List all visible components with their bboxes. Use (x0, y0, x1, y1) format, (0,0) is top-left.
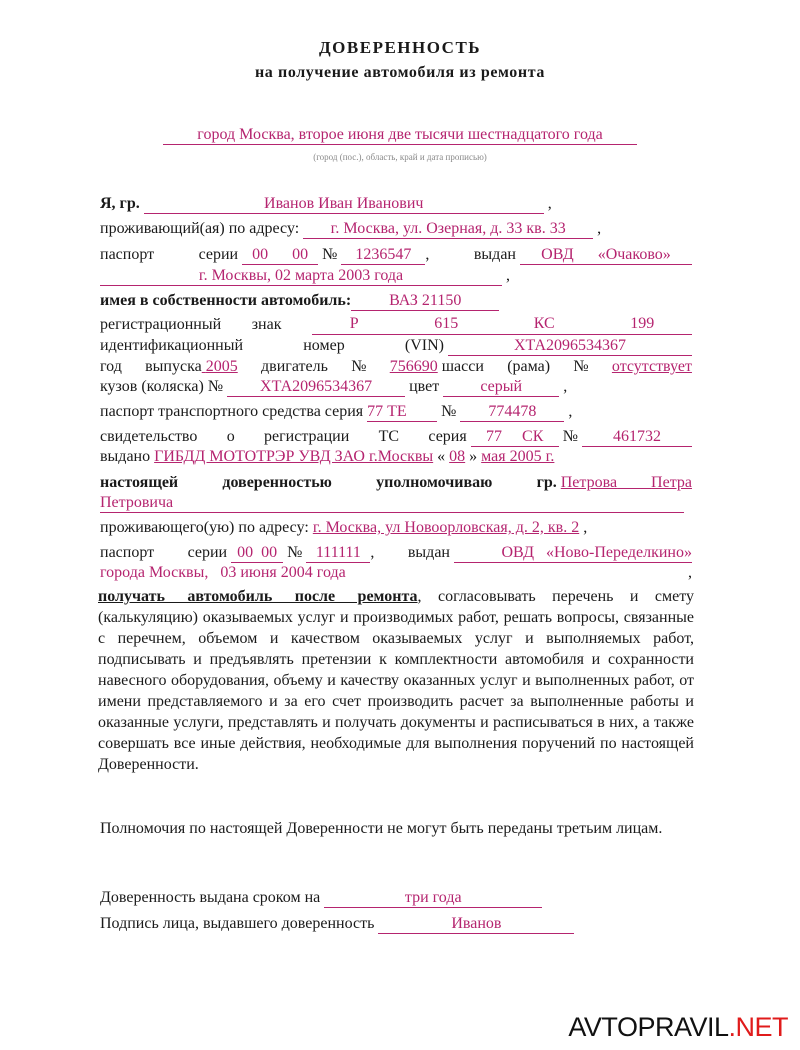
vehicle-color-field: серый (443, 378, 559, 397)
color-label: цвет (409, 378, 440, 395)
chassis-label-2: (рама) (507, 358, 551, 375)
agent-name-field-1: Петрова Петра (560, 474, 692, 491)
term-label: Доверенность выдана сроком на (100, 889, 321, 906)
place-date-hint: (город (пос.), область, край и дата прописью) (313, 152, 487, 162)
vehicle-year-field: 2005 (205, 358, 238, 375)
vehicle-body-field: ХТА2096534367 (227, 378, 405, 397)
comma: , (583, 519, 588, 536)
vehicle-reg-line (100, 315, 692, 335)
year-label: год (100, 358, 122, 375)
issued-label: выдан (473, 246, 516, 263)
agent-issued-date-field: города Москвы, 03 июня 2004 года (100, 564, 346, 581)
no-transfer-paragraph: Полномочия по настоящей Доверенности не могут быть переданы третьим лицам. (100, 820, 663, 837)
vehicle-model-field: ВАЗ 21150 (351, 292, 499, 311)
vehicle-year-line (100, 357, 692, 377)
document-title: ДОВЕРЕННОСТЬ (318, 38, 482, 57)
vehicle-cert-issued-line (100, 447, 692, 467)
powers-paragraph (98, 586, 694, 775)
principal-address-field: г. Москва, ул. Озерная, д. 33 кв. 33 (303, 220, 593, 239)
watermark-logo (568, 1012, 788, 1043)
quote-close: » (469, 448, 478, 465)
signature-field: Иванов (378, 915, 574, 934)
agent-passport-number-field: 111111 (306, 544, 370, 563)
agent-issued-line-2 (100, 563, 692, 583)
agent-series-label: серии (187, 544, 228, 561)
agent-label-line (100, 473, 692, 493)
cert-no-label: № (562, 428, 578, 445)
pts-no-label: № (441, 403, 457, 420)
agent-label-3: уполномочиваю (376, 474, 493, 491)
agent-series-field: 00 00 (231, 544, 283, 563)
vehicle-body-line (100, 377, 692, 397)
term-field: три года (324, 889, 542, 908)
body-label: кузов (коляска) № (100, 378, 224, 395)
agent-address-line (100, 518, 692, 538)
vehicle-cert-issued-by-field: ГИБДД МОТОТРЭР УВД ЗАО г.Москвы (154, 448, 434, 465)
cert-issued-label: выдано (100, 448, 151, 465)
watermark-brand: AVTOPRAVIL (568, 1012, 729, 1042)
agent-name-line-2 (100, 493, 692, 513)
vehicle-pts-line (100, 402, 692, 422)
vehicle-engine-field: 756690 (389, 358, 438, 375)
chassis-label: шасси (441, 358, 484, 375)
watermark-tld: .NET (728, 1012, 788, 1042)
vehicle-cert-month-year-field: мая 2005 г. (481, 448, 555, 465)
reg-label-2: знак (251, 316, 282, 333)
agent-passport-line: паспорт серии 00 00 № 111111 , выдан ОВД «Ново-Переделкино» (100, 544, 692, 561)
principal-name-field: Иванов Иван Иванович (144, 195, 544, 214)
vehicle-vin-field: ХТА2096534367 (448, 337, 692, 356)
signature-label: Подпись лица, выдавшего доверенность (100, 915, 375, 932)
comma: , (547, 195, 552, 212)
comma: , (506, 267, 510, 284)
place-date-field: город Москва, второе июня две тысячи шестнадцатого года (163, 126, 637, 145)
principal-issued-line-2 (100, 266, 692, 286)
number-label: № (322, 246, 338, 263)
place-date-line (0, 126, 800, 145)
vin-label-2: номер (303, 337, 345, 354)
series-label: серии (198, 246, 239, 263)
principal-series-field: 00 00 (242, 246, 318, 265)
vehicle-model-line (100, 291, 692, 311)
year-label-2: выпуска (145, 358, 202, 375)
cert-label-4: ТС (378, 428, 400, 445)
engine-no-label: № (351, 358, 367, 375)
agent-issued-label: выдан (407, 544, 450, 561)
passport-label: паспорт (100, 246, 155, 263)
vin-label: идентификационный (100, 337, 244, 354)
cert-label-5: серия (428, 428, 467, 445)
principal-passport-line: паспорт серии 00 00 № 1236547 , выдан ОВД «Очаково» (100, 245, 692, 265)
agent-label-4: гр. (536, 474, 557, 491)
cert-label-2: о (226, 428, 235, 445)
agent-label-2: доверенностью (222, 474, 332, 491)
vehicle-reg-plate-field: Р 615 КС 199 (312, 315, 692, 335)
comma: , (563, 378, 568, 395)
vehicle-owner-label: имея в собственности автомобиль: (100, 292, 352, 309)
principal-name-line (100, 194, 692, 214)
principal-issued-date-field: г. Москвы, 02 марта 2003 года (100, 267, 502, 286)
signature-line (100, 914, 692, 934)
cert-label: свидетельство (100, 428, 198, 445)
principal-label: Я, гр. (100, 195, 140, 212)
vehicle-cert-number-field: 461732 (582, 428, 692, 447)
agent-address-label: проживающего(ую) по адресу: (100, 519, 309, 536)
cert-label-3: регистрации (264, 428, 350, 445)
agent-number-label: № (287, 544, 303, 561)
agent-name-field-2: Петровича (100, 494, 684, 513)
principal-passport-number-field: 1236547 (341, 246, 425, 265)
vehicle-pts-number-field: 774478 (460, 403, 564, 422)
agent-passport-label: паспорт (100, 544, 155, 561)
agent-issued-by-field: ОВД «Ново-Переделкино» (454, 544, 692, 563)
document-subtitle: на получение автомобиля из ремонта (254, 64, 545, 81)
engine-label: двигатель (261, 358, 328, 375)
principal-address-label: проживающий(ая) по адресу: (100, 220, 300, 237)
powers-text: , согласовывать перечень и смету (калькуляцию) оказываемых услуг и производимых работ, решать вопросы, связанные с перечнем, объемом и качеством оказываемых услуг и выполняемых работ, подписывать и предъявлять претензии к комплектности автомобиля и сохранности навесного оборудования, объему и качеству оказанных услуг и выполненных работ, от имени представляемого и за его счет производить расчет за выполненные работы и оказанные услуги, представлять и получать документы и расписываться в них, а также совершать все иные действия, необходимые для выполнения поручений по настоящей Доверенности. (98, 588, 695, 773)
agent-address-field: г. Москва, ул Новоорловская, д. 2, кв. 2 (312, 519, 580, 536)
pts-label: паспорт транспортного средства серия (100, 403, 364, 420)
chassis-no-label: № (573, 358, 589, 375)
vin-label-3: (VIN) (404, 337, 444, 354)
agent-label-1: настоящей (100, 474, 179, 491)
vehicle-chassis-field: отсутствует (611, 358, 692, 375)
principal-address-line (100, 219, 692, 239)
vehicle-pts-series-field: 77 ТЕ (367, 403, 437, 422)
quote-open: « (437, 448, 446, 465)
vehicle-vin-line (100, 336, 692, 356)
vehicle-cert-day-field: 08 (449, 448, 466, 465)
principal-issued-by-field: ОВД «Очаково» (520, 246, 692, 265)
term-line (100, 888, 692, 908)
comma: , (597, 220, 602, 237)
reg-label: регистрационный (100, 316, 222, 333)
powers-lead: получать автомобиль после ремонта (98, 588, 418, 605)
comma: , (688, 564, 692, 581)
comma: , (568, 403, 573, 420)
vehicle-cert-series-field: 77 СК (471, 428, 559, 447)
vehicle-cert-line (100, 427, 692, 447)
